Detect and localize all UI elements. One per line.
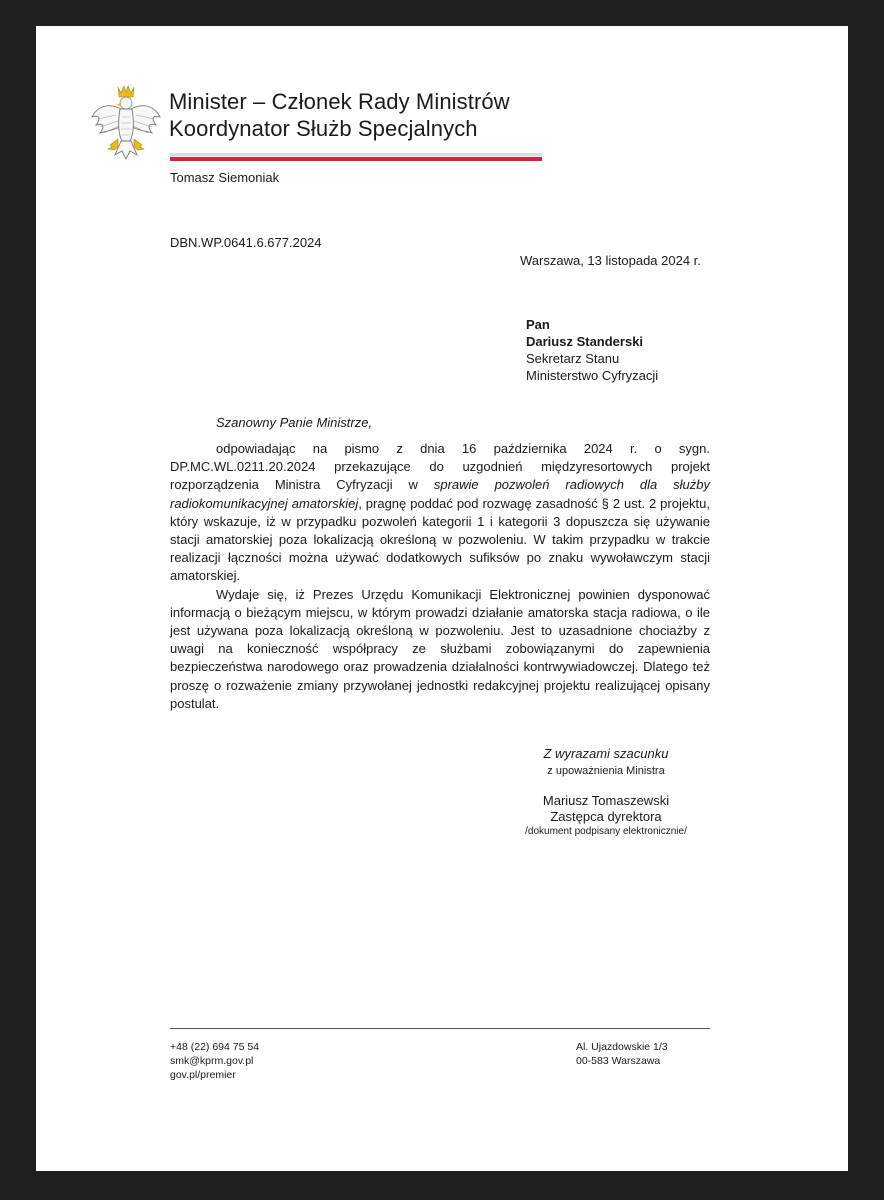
office-title-line-1: Minister – Członek Rady Ministrów [169, 89, 510, 114]
closing-authority: z upoważnienia Ministra [547, 765, 665, 777]
signer-title: Zastępca dyrektora [550, 809, 662, 824]
signer-name: Mariusz Tomaszewski [542, 793, 670, 808]
recipient-position: Sekretarz Stanu [526, 351, 620, 366]
body-paragraph-2: Wydaje się, iż Prezes Urzędu Komunikacji Elektronicznej powinien dysponować informacją o bieżącym miejscu, w którym prowadzi działanie amatorska stacja radiowa, o ile jest używana poza lokalizacją określoną w pozwoleniu. Jest to uzasadnione chociażby z uwagi na konieczność współpracy ze służbami zobowiązanymi do zapewnienia bezpieczeństwa narodowego oraz prowadzenia działalności kontrwywiadowczej. Dlatego też proszę o rozważenie zmiany przywołanej jednostki redakcyjnej projektu realizującej opisany postulat. [170, 586, 710, 711]
office-title [169, 88, 510, 142]
recipient-name: Dariusz Standerski [526, 334, 644, 349]
letter-page [36, 26, 848, 1171]
body-p1-text-b: , pragnę poddać pod rozwagę zasadność § 2 ust. 2 projektu, który wskazuje, iż w przypadku pozwoleń kategorii 1 i kategorii 3 dopuszcza się używanie stacji amatorskiej poza lokalizacją określoną w pozwoleniu. W takim przypadku w trakcie realizacji łączności można używać dodatkowych sufiksów po znaku wywoławczym stacji amatorskiej. [170, 495, 711, 584]
signature-note: /dokument podpisany elektronicznie/ [525, 826, 687, 837]
footer-phone: +48 (22) 694 75 54 [170, 1041, 260, 1053]
footer-email: smk@kprm.gov.pl [170, 1055, 254, 1067]
minister-name: Tomasz Siemoniak [170, 170, 280, 185]
recipient-institution: Ministerstwo Cyfryzacji [526, 368, 659, 383]
header-rule-white [170, 153, 542, 156]
footer-website: gov.pl/premier [170, 1069, 236, 1081]
footer-rule [170, 1028, 710, 1029]
recipient-salutation: Pan [526, 317, 550, 332]
footer-address-line-2: 00-583 Warszawa [576, 1055, 661, 1067]
body-p1-text-a: odpowiadając na pismo z dnia 16 października 2024 r. o sygn. DP.MC.WL.0211.20.2024 przekazujące do uzgodnień międzyresortowych projekt rozporządzenia Ministra Cyfryzacji w [170, 441, 710, 493]
body-paragraph-1 [170, 440, 710, 586]
reference-number: DBN.WP.0641.6.677.2024 [170, 235, 322, 250]
place-and-date: Warszawa, 13 listopada 2024 r. [520, 253, 701, 268]
body-p1-italic: sprawie pozwoleń radiowych dla służby radiokomunikacyjnej amatorskiej [170, 477, 710, 511]
header-rule-red [170, 157, 542, 161]
closing-regards: Z wyrazami szacunku [543, 746, 669, 761]
office-title-line-2: Koordynator Służb Specjalnych [169, 116, 478, 141]
footer-address-line-1: Al. Ujazdowskie 1/3 [576, 1041, 668, 1053]
greeting: Szanowny Panie Ministrze, [216, 415, 373, 430]
polish-eagle-emblem-icon [88, 81, 164, 163]
letter-body [170, 440, 710, 713]
